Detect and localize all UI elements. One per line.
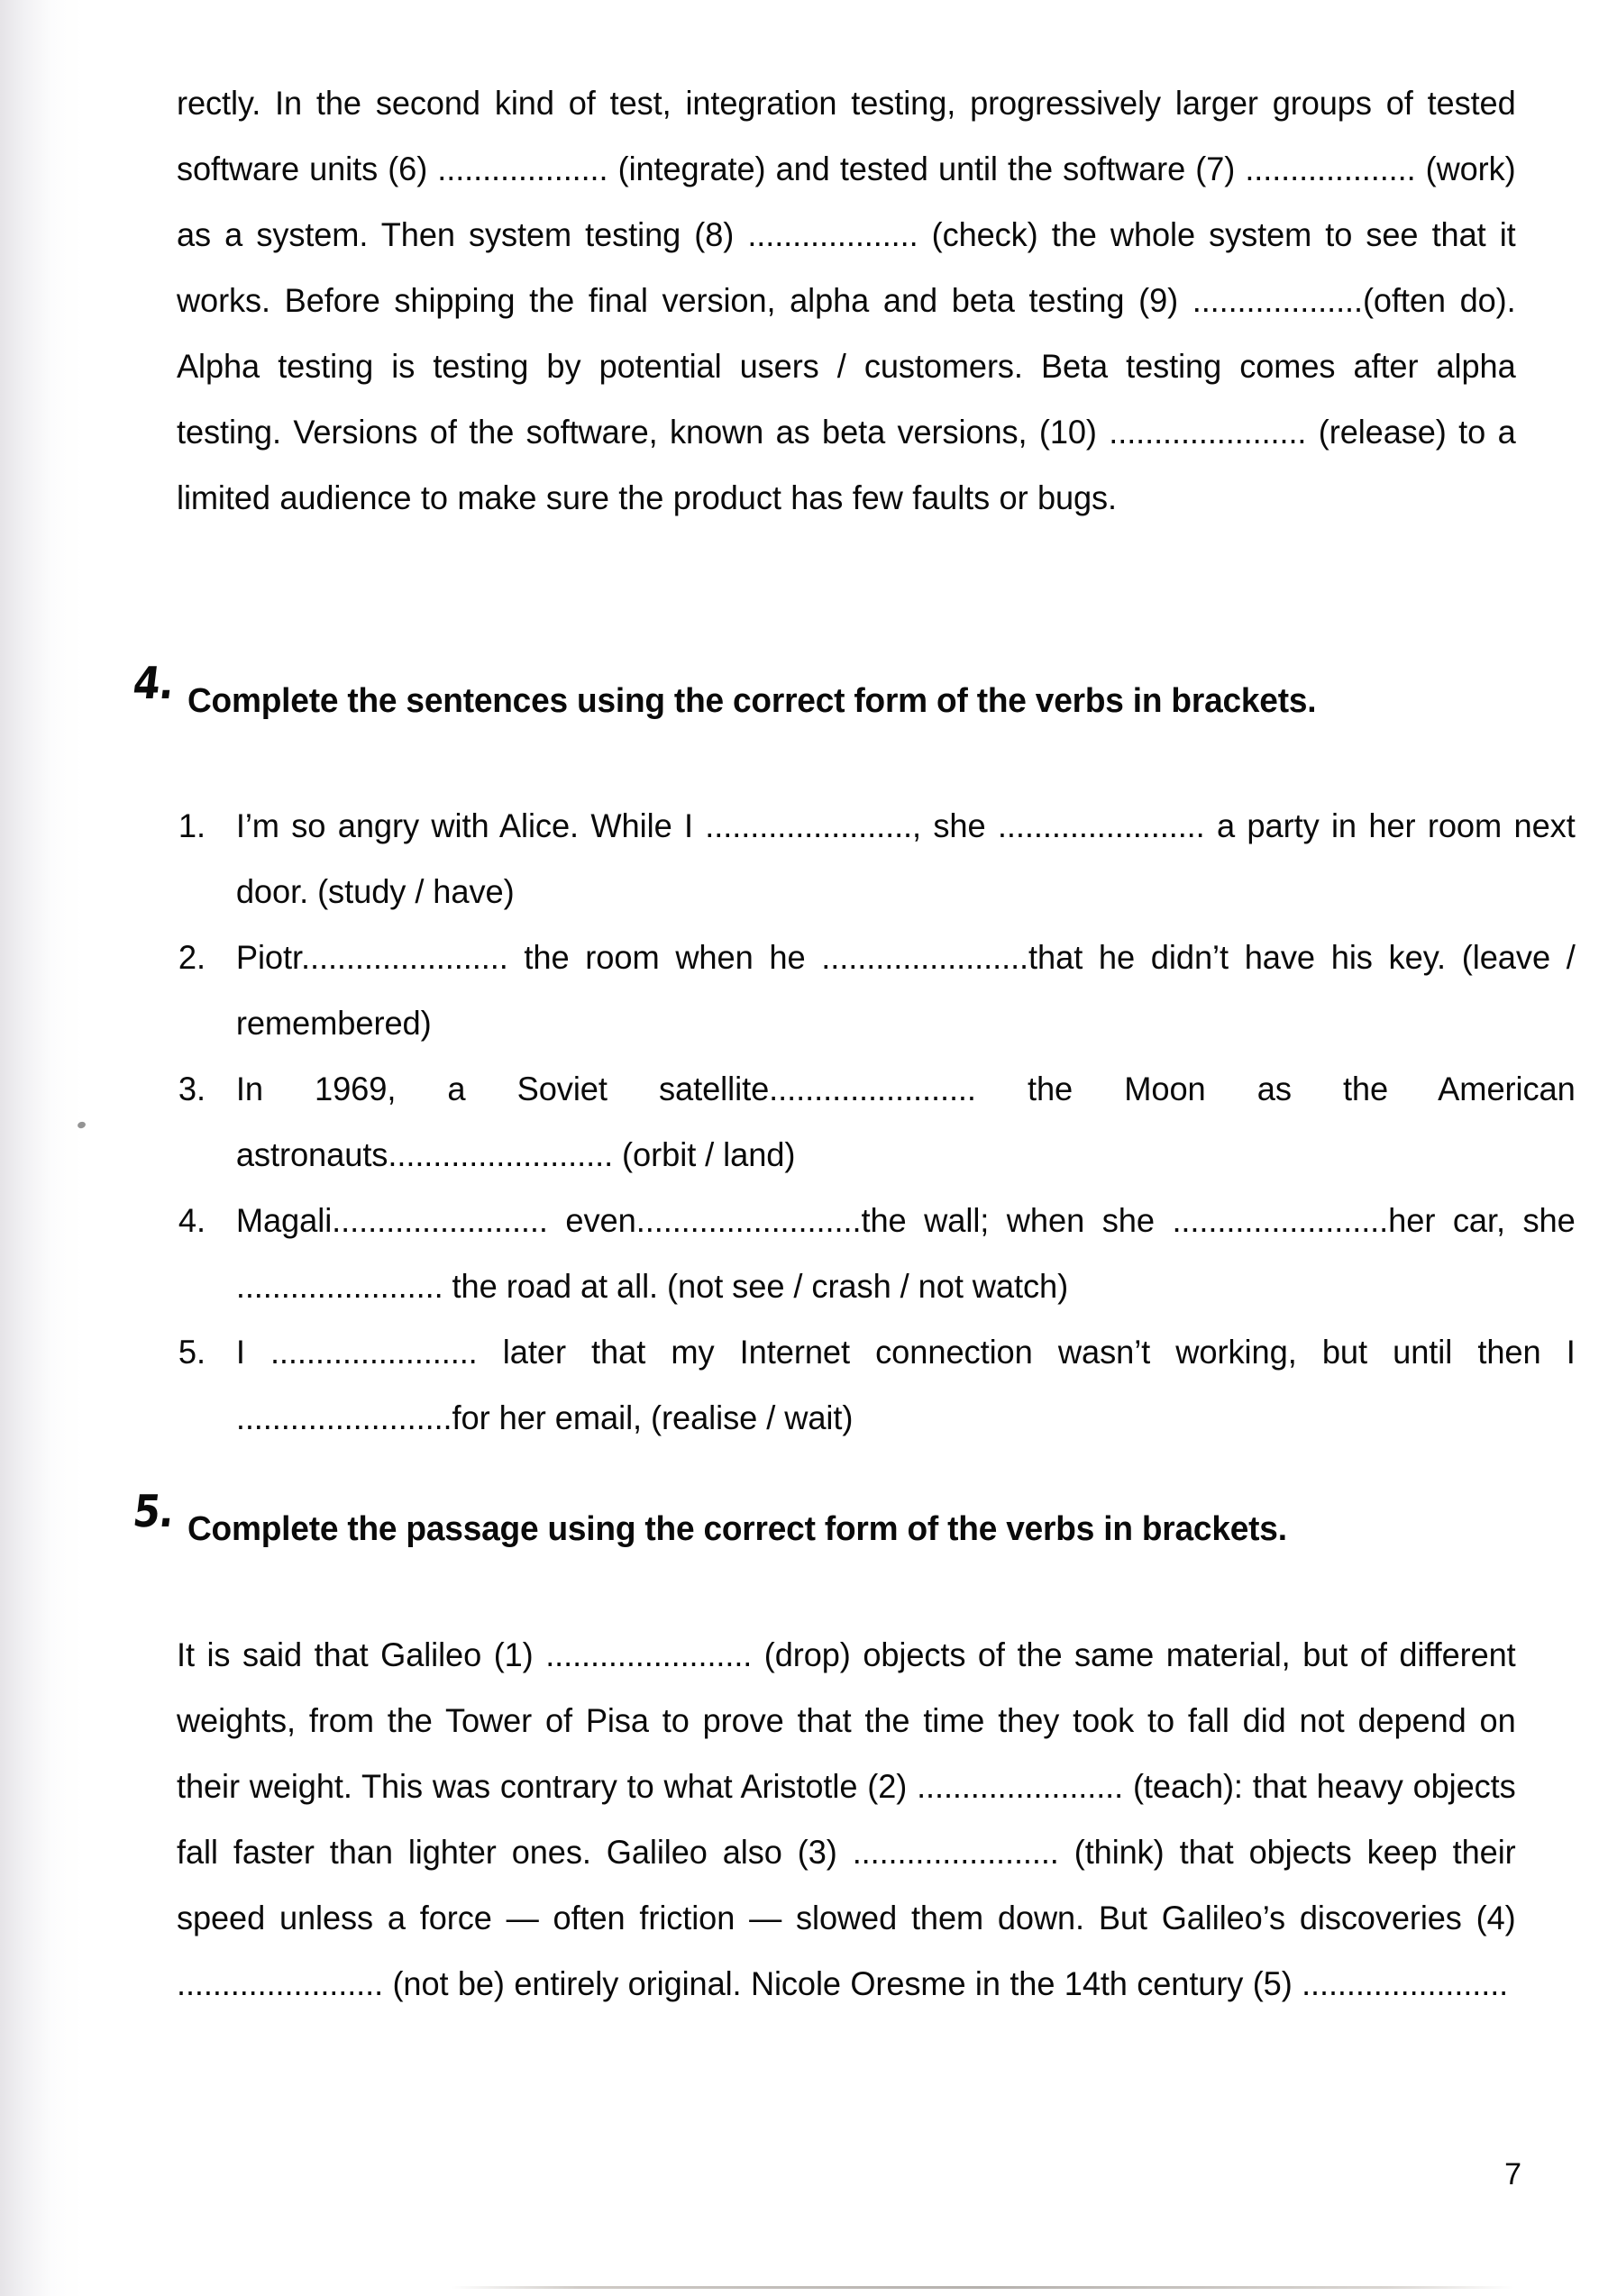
list-item (177, 1319, 1576, 1451)
exercise-4-block (130, 658, 1516, 733)
exercise-5-block (130, 1486, 1516, 1562)
exercise-5-instruction: Complete the passage using the correct form of the verbs in brackets. (187, 1510, 1287, 1548)
question-text: Piotr....................... the room when he .......................that he didn’t have his key. (leave / remembered) (235, 938, 1576, 1042)
question-number: 3. (178, 1070, 206, 1107)
exercise-5-passage-text: It is said that Galileo (1) ....................... (drop) objects of the same material, but of different weights, from the Tower of Pisa to prove that the time they took to fall did not depend on their weight. This was contrary to what Aristotle (2) ....................... (teach): that heavy objects fall faster than lighter ones. Galileo also (3) ....................... (think) that objects keep their speed unless a force — often friction — slowed them down. But Galileo’s discoveries (4) ....................... (not be) entirely original. Nicole Oresme in the 14th century (5) ....................... (177, 1635, 1516, 2002)
scan-binding-shadow (0, 0, 83, 2296)
exercise-4-instruction: Complete the sentences using the correct form of the verbs in brackets. (187, 682, 1317, 720)
exercise-5-passage-block (177, 1622, 1516, 2017)
page-number: 7 (1504, 2157, 1521, 2191)
question-text: Magali........................ even.........................the wall; when she ........................her car, she ....................... the road at all. (not see / crash / not watch) (235, 1201, 1576, 1305)
question-number: 1. (178, 806, 206, 844)
question-text: I ....................... later that my Internet connection wasn’t working, but until then I ........................for her email, (realise / wait) (235, 1333, 1576, 1436)
list-item (177, 925, 1576, 1056)
list-item (177, 1056, 1576, 1188)
scan-speck-artifact (77, 1121, 87, 1129)
continued-paragraph-text: rectly. In the second kind of test, integration testing, progressively larger groups of tested software units (6) ................... (integrate) and tested until the software (7) ................... (work) as a system. Then system testing (8) ................... (check) the whole system to see that it works. Before shipping the final version, alpha and beta testing (9) ...................(often do). Alpha testing is testing by potential users / customers. Beta testing comes after alpha testing. Versions of the software, known as beta versions, (10) ...................... (release) to a limited audience to make sure the product has few faults or bugs. (177, 84, 1516, 516)
exercise-4-number: 4. (130, 658, 178, 709)
scan-bottom-edge-artifact (451, 2286, 1514, 2289)
list-item (177, 1188, 1576, 1319)
question-number: 4. (178, 1201, 206, 1239)
exercise-4-heading (130, 658, 1516, 733)
exercise-5-number: 5. (130, 1486, 178, 1537)
question-number: 5. (178, 1333, 206, 1371)
exercise-5-heading (130, 1486, 1516, 1562)
question-text: I’m so angry with Alice. While I ......................., she ....................... a party in her room next door. (study / have) (235, 806, 1576, 910)
question-text: In 1969, a Soviet satellite....................... the Moon as the American astronauts......................... (orbit / land) (235, 1070, 1576, 1173)
exercise-4-question-list (177, 793, 1576, 1451)
question-number: 2. (178, 938, 206, 976)
list-item (177, 793, 1576, 925)
continued-paragraph-block (177, 70, 1516, 531)
